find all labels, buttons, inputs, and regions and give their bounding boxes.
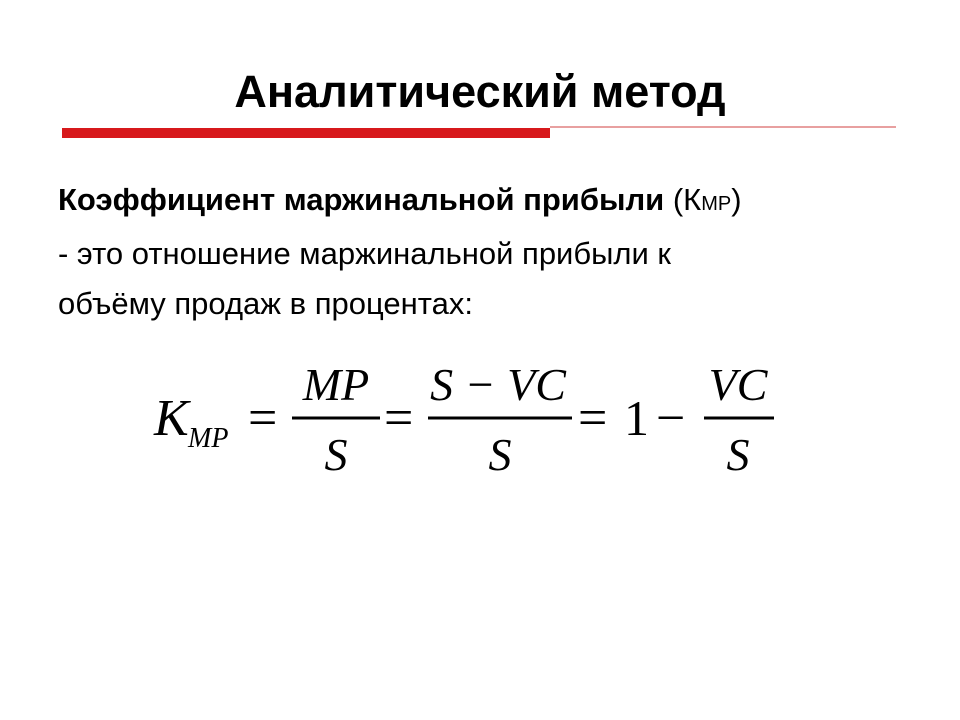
formula-graphic: [148, 355, 808, 485]
title-accent-line: [550, 126, 896, 128]
fraction1-denominator: S: [324, 429, 348, 480]
definition-text: [58, 175, 918, 329]
slide-title: Аналитический метод: [234, 66, 726, 117]
fraction1-numerator: MP: [302, 359, 370, 410]
formula-equals-1: =: [248, 390, 278, 447]
formula-lhs-subscript: MP: [188, 423, 229, 454]
term-label: Коэффициент маржинальной прибыли: [58, 182, 665, 217]
abbreviation-subscript: МР: [701, 193, 732, 215]
definition-line-2: - это отношение маржинальной прибыли к: [58, 236, 671, 271]
paren-close: ): [731, 182, 742, 217]
title-accent-bar: [62, 128, 550, 138]
fraction3-numerator: VC: [708, 359, 768, 410]
fraction3-denominator: S: [726, 429, 750, 480]
formula-equals-2: =: [384, 390, 414, 447]
formula: [148, 355, 808, 485]
paren-open: (К: [664, 182, 702, 217]
fraction2-numerator: S − VC: [430, 359, 566, 410]
definition-line-3: объёму продаж в процентах:: [58, 286, 473, 321]
fraction2-denominator: S: [488, 429, 512, 480]
formula-equals-3: =: [578, 390, 608, 447]
formula-lhs-k: K: [154, 390, 189, 447]
formula-minus: −: [656, 390, 686, 447]
formula-one: 1: [624, 390, 649, 446]
